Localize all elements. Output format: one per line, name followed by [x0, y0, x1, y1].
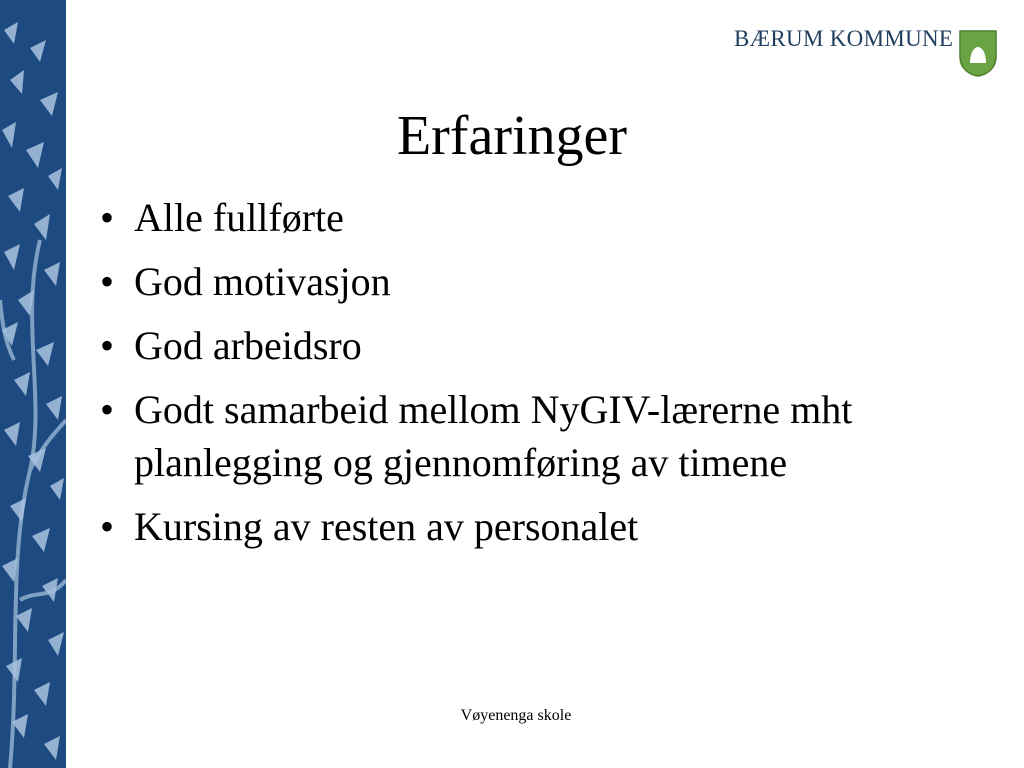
municipal-shield-icon	[958, 29, 998, 77]
bullet-marker: •	[100, 195, 115, 240]
bullet-item	[100, 383, 1000, 489]
bullet-marker: •	[100, 504, 115, 549]
bullet-text: God motivasjon	[134, 259, 391, 304]
municipality-logo-text: BÆRUM KOMMUNE	[734, 26, 954, 51]
footer-school-name: Vøyenenga skole	[460, 707, 572, 724]
decorative-side-strip	[0, 0, 66, 768]
bullet-text: Kursing av resten av personalet	[134, 504, 639, 549]
bullet-text: Alle fullførte	[134, 195, 344, 240]
slide-title: Erfaringer	[396, 105, 628, 167]
bullet-item	[100, 500, 1000, 553]
tree-pattern-image	[0, 0, 66, 768]
bullet-item	[100, 255, 1000, 308]
bullet-text: Godt samarbeid mellom NyGIV-lærerne mht planlegging og gjennomføring av timene	[134, 387, 853, 485]
bullet-item	[100, 319, 1000, 372]
bullet-text: God arbeidsro	[134, 323, 362, 368]
bullet-list	[100, 191, 1000, 564]
bullet-marker: •	[100, 259, 115, 304]
bullet-marker: •	[100, 323, 115, 368]
bullet-item	[100, 191, 1000, 244]
bullet-marker: •	[100, 387, 115, 432]
